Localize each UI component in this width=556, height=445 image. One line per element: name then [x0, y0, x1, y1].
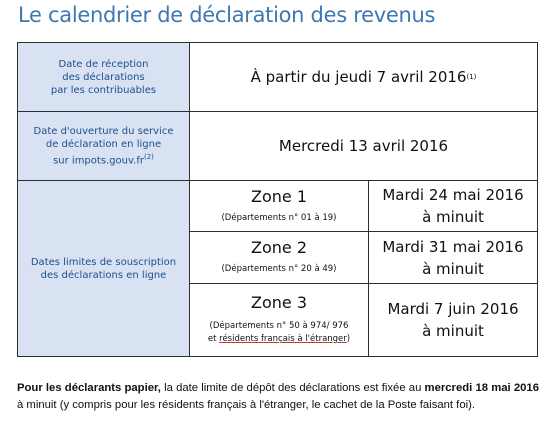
reception-value [190, 43, 537, 111]
deadline-date: Mardi 24 mai 2016 [382, 186, 524, 204]
reception-label [18, 43, 189, 111]
deadline-label-line: des déclarations en ligne [40, 269, 167, 281]
zone-2 [190, 232, 368, 283]
divider [368, 181, 369, 356]
deadline-time: à minuit [422, 259, 484, 278]
zone-name: Zone 1 [251, 186, 307, 206]
opening-label-line: Date d'ouverture du service [33, 125, 174, 137]
divider [18, 180, 537, 181]
paper-filing-note [17, 380, 539, 414]
calendar-table [17, 42, 538, 357]
zone-departments: (Départements n° 01 à 19) [221, 212, 337, 223]
zone-departments-line: (Départements n° 50 à 974/ 976 [209, 321, 349, 331]
zone-1-deadline [369, 181, 537, 231]
zone-name: Zone 3 [251, 293, 307, 312]
page-title: Le calendrier de déclaration des revenus [18, 3, 436, 27]
deadline-date: Mardi 7 juin 2016 [387, 300, 519, 318]
divider [18, 111, 537, 112]
deadline-label [18, 181, 189, 356]
opening-label-line: de déclaration en ligne [45, 138, 162, 150]
note-text: la date limite de dépôt des déclarations est fixée au [160, 382, 425, 394]
zone-2-deadline [369, 232, 537, 283]
opening-label-line: sur impots.gouv.fr [53, 155, 144, 167]
deadline-date: Mardi 31 mai 2016 [382, 237, 524, 256]
zone-departments: (Départements n° 20 à 49) [221, 264, 337, 274]
divider [189, 231, 537, 232]
reception-date: À partir du jeudi 7 avril 2016 [250, 68, 467, 86]
deadline-time: à minuit [422, 322, 484, 340]
opening-value [190, 112, 537, 180]
footnote-marker: (1) [466, 73, 477, 81]
footnote-marker: (2) [143, 152, 154, 161]
opening-label [18, 112, 189, 180]
zone-3-deadline [369, 284, 537, 356]
note-bold-lead: Pour les déclarants papier, [17, 382, 161, 394]
zone-name: Zone 2 [251, 238, 307, 257]
zone-departments-prefix: et [207, 334, 217, 344]
note-text: à minuit (y compris pour les résidents français à l'étranger, le cachet de la Poste faisant foi). [17, 399, 476, 411]
reception-label-line: par les contribuables [50, 84, 157, 96]
divider [189, 43, 190, 356]
note-bold-date: mercredi 18 mai 2016 [424, 382, 539, 394]
expat-residents-link[interactable]: résidents français à l'étranger [219, 334, 347, 344]
reception-label-line: des déclarations [62, 71, 145, 83]
deadline-time: à minuit [422, 208, 484, 226]
zone-departments-suffix: ) [346, 334, 351, 344]
divider [189, 283, 537, 284]
zone-3 [190, 284, 368, 356]
deadline-label-line: Dates limites de souscription [30, 256, 177, 268]
reception-label-line: Date de réception [58, 58, 149, 70]
opening-date: Mercredi 13 avril 2016 [278, 137, 449, 155]
zone-departments [208, 320, 350, 346]
zone-1 [190, 181, 368, 231]
